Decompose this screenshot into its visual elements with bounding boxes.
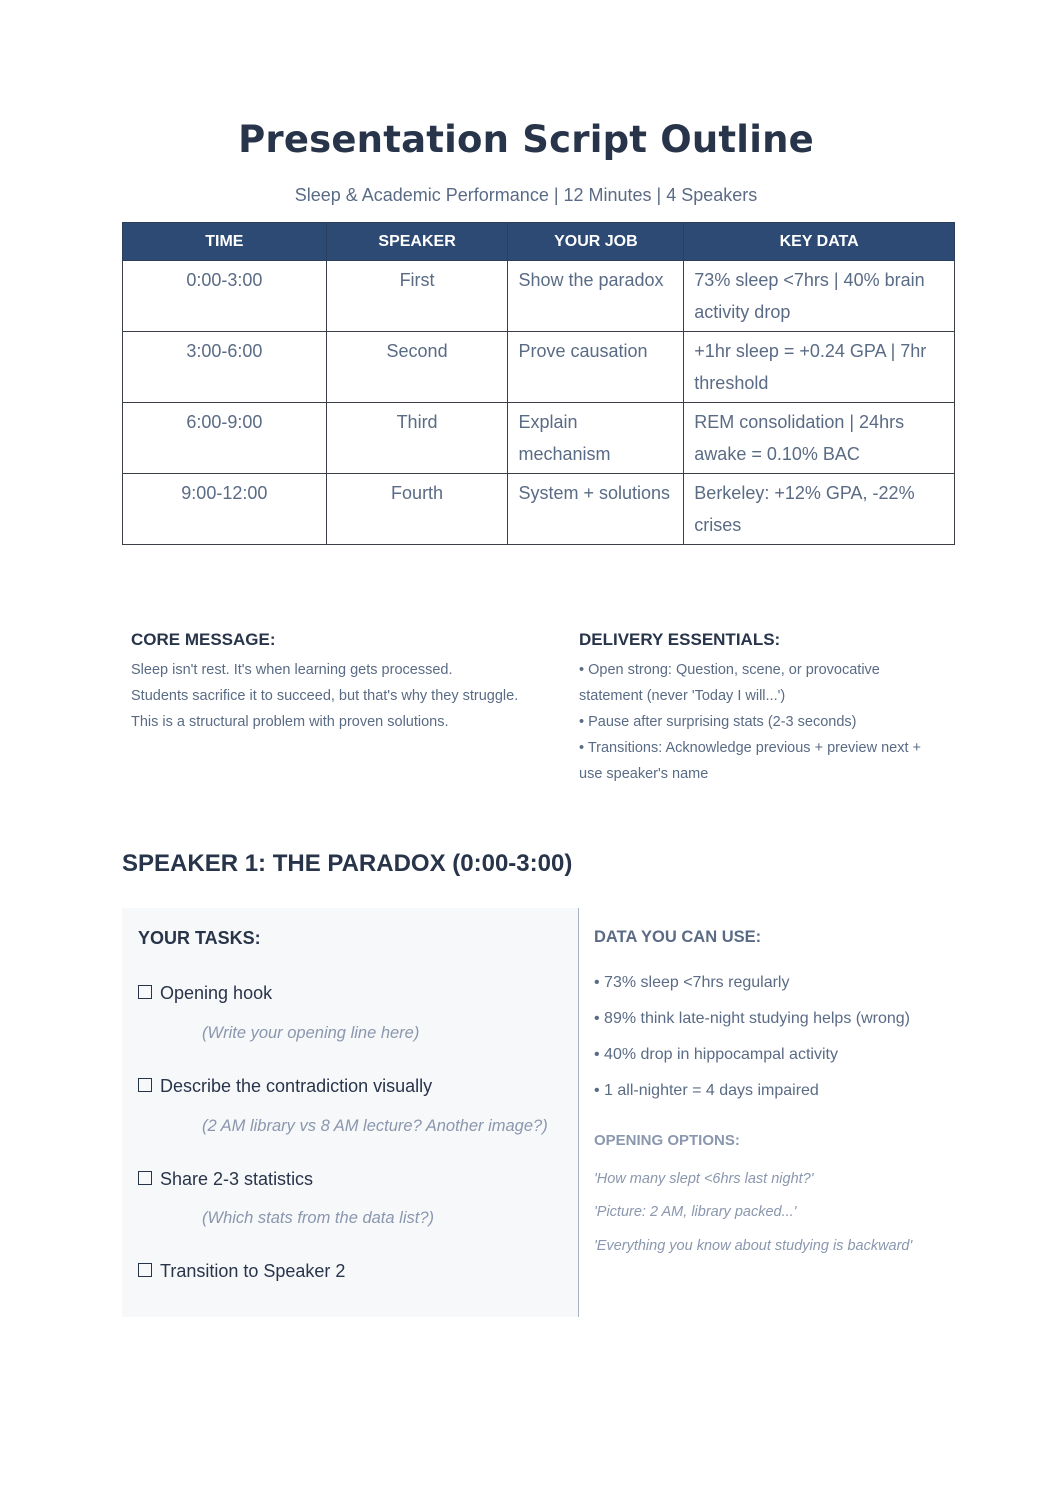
cell-job: Prove causation <box>508 332 684 403</box>
task-label: Transition to Speaker 2 <box>160 1261 346 1281</box>
checkbox-icon[interactable] <box>138 1263 152 1277</box>
cell-speaker: Fourth <box>326 474 508 545</box>
cell-job: Show the paradox <box>508 261 684 332</box>
cell-time: 6:00-9:00 <box>123 403 327 474</box>
cell-job: Explain mechanism <box>508 403 684 474</box>
core-message-body <box>131 657 551 735</box>
cell-speaker: Second <box>326 332 508 403</box>
task-item[interactable] <box>138 1261 345 1282</box>
table-row <box>123 261 955 332</box>
schedule-header-row <box>123 223 955 261</box>
cell-speaker: First <box>326 261 508 332</box>
cell-time: 3:00-6:00 <box>123 332 327 403</box>
task-hint: (Write your opening line here) <box>202 1024 420 1042</box>
delivery-item: • Pause after surprising stats (2-3 seconds) <box>579 714 857 730</box>
checkbox-icon[interactable] <box>138 985 152 999</box>
delivery-essentials-list <box>579 657 937 787</box>
tasks-title: YOUR TASKS: <box>138 928 261 948</box>
core-message-line: Students sacrifice it to succeed, but that's why they struggle. <box>131 688 519 704</box>
core-message-line: Sleep isn't rest. It's when learning gets processed. <box>131 662 453 678</box>
cell-time: 9:00-12:00 <box>123 474 327 545</box>
data-item: • 73% sleep <7hrs regularly <box>594 974 790 991</box>
delivery-item: • Open strong: Question, scene, or provocative statement (never 'Today I will...') <box>579 662 880 704</box>
cell-key-data: REM consolidation | 24hrs awake = 0.10% BAC <box>684 403 955 474</box>
task-hint: (2 AM library vs 8 AM lecture? Another image?) <box>202 1117 548 1135</box>
cell-time: 0:00-3:00 <box>123 261 327 332</box>
core-message-title: CORE MESSAGE: <box>131 630 276 649</box>
task-label: Share 2-3 statistics <box>160 1169 314 1189</box>
column-header-key-data: KEY DATA <box>684 223 955 261</box>
cell-job: System + solutions <box>508 474 684 545</box>
tasks-panel <box>122 908 579 1317</box>
delivery-essentials-title: DELIVERY ESSENTIALS: <box>579 630 781 649</box>
data-item: • 89% think late-night studying helps (wrong) <box>594 1010 910 1027</box>
cell-key-data: 73% sleep <7hrs | 40% brain activity drop <box>684 261 955 332</box>
page-title: Presentation Script Outline <box>238 118 814 161</box>
delivery-item: • Transitions: Acknowledge previous + preview next + use speaker's name <box>579 740 921 782</box>
opening-option: 'Picture: 2 AM, library packed...' <box>594 1204 797 1220</box>
table-row <box>123 403 955 474</box>
column-header-job: YOUR JOB <box>508 223 684 261</box>
task-item[interactable] <box>138 983 272 1004</box>
task-hint: (Which stats from the data list?) <box>202 1209 434 1227</box>
core-message-line: This is a structural problem with proven solutions. <box>131 714 449 730</box>
table-row <box>123 474 955 545</box>
checkbox-icon[interactable] <box>138 1171 152 1185</box>
task-item[interactable] <box>138 1169 313 1190</box>
opening-options-title: OPENING OPTIONS: <box>594 1132 740 1149</box>
page-subtitle: Sleep & Academic Performance | 12 Minutes | 4 Speakers <box>294 185 758 205</box>
cell-speaker: Third <box>326 403 508 474</box>
task-item[interactable] <box>138 1076 432 1097</box>
cell-key-data: Berkeley: +12% GPA, -22% crises <box>684 474 955 545</box>
task-label: Opening hook <box>160 983 273 1003</box>
data-item: • 1 all-nighter = 4 days impaired <box>594 1082 819 1099</box>
checkbox-icon[interactable] <box>138 1078 152 1092</box>
speaker-1-heading: SPEAKER 1: THE PARADOX (0:00-3:00) <box>122 850 573 877</box>
schedule-table <box>122 222 955 545</box>
data-title: DATA YOU CAN USE: <box>594 928 762 946</box>
column-header-speaker: SPEAKER <box>326 223 508 261</box>
cell-key-data: +1hr sleep = +0.24 GPA | 7hr threshold <box>684 332 955 403</box>
data-item: • 40% drop in hippocampal activity <box>594 1046 838 1063</box>
task-label: Describe the contradiction visually <box>160 1076 433 1096</box>
opening-option: 'How many slept <6hrs last night?' <box>594 1171 814 1187</box>
column-header-time: TIME <box>123 223 327 261</box>
table-row <box>123 332 955 403</box>
opening-option: 'Everything you know about studying is backward' <box>594 1238 913 1254</box>
